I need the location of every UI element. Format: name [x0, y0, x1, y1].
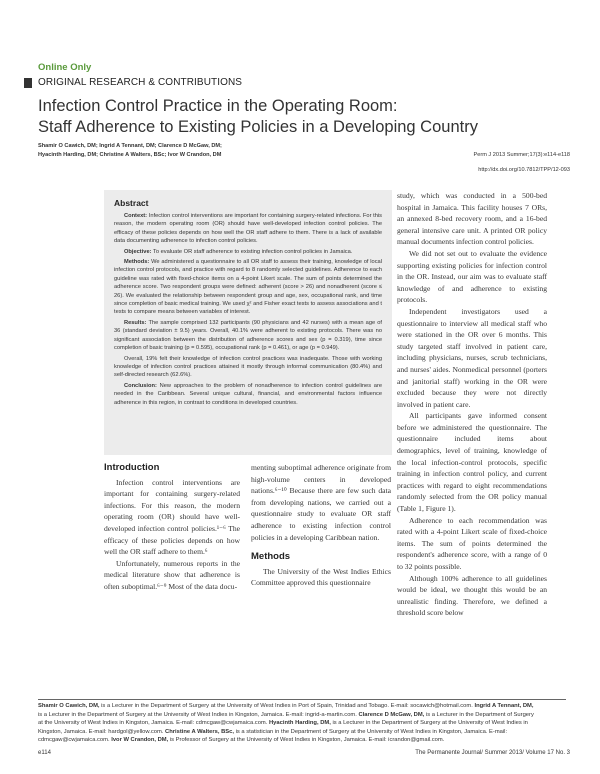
methods-head: Methods:	[124, 259, 150, 266]
abstract-objective	[114, 248, 382, 256]
right-paragraph-1: study, which was conducted in a 500-bed hospital in Jamaica. This facility houses 7 ORs, an annexed 8-bed recovery room, and a 16-bed general intensive care unit. A printed OR policy manual documents infection control policies.	[397, 191, 547, 247]
abstract-results	[114, 319, 382, 353]
right-paragraph-4: All participants gave informed consent before we administered the questionnaire. The questionnaire included items about demographics, level of training, knowledge of the local infection-control protocols, specific training in infection control policy, and current practices with regard to eight recommendations randomly selected from the OR policy manual (Table 1, Figure 1).	[397, 411, 547, 514]
context-head: Context:	[124, 213, 148, 219]
mid-paragraph-1: menting suboptimal adherence originate from high-volume centers in developed nations.⁶⁻¹⁰ Because there are few such data from developing nations, we carried out a questionnaire study to evaluate OR staff adherence to existing infection control policies in a developing Caribbean nation.	[251, 463, 391, 542]
page-number: e114	[38, 750, 51, 756]
footnote-divider	[38, 699, 566, 700]
doi-link[interactable]: http://dx.doi.org/10.7812/TPP/12-093	[478, 167, 570, 173]
fn-author-2: Ingrid A Tennant, DM,	[474, 703, 534, 709]
results-text: The sample comprised 132 participants (90 physicians and 42 nurses) with a mean age of 36 (standard deviation ± 9.5) years. Overall, 40.1% were adherent to existing protocols. There was no significant association between the distribution of adherence scores and sex (p = 0.319), time since completion of basic training (p = 0.595), occupational rank (p = 0.461), or age (p = 0.949).	[114, 319, 383, 352]
conclusion-text: New approaches to the problem of nonadherence to infection control guidelines are needed in the Caribbean. Several unique cultural, financial, and environmental factors influence adherence in this region, in contrast to conditions in developed countries.	[114, 382, 382, 406]
right-paragraph-3: Independent investigators used a questionnaire to interview all medical staff who were stationed in the OR over 6 months. This study targeted staff involved in patient care, including physicians, nurses, scrub technicians, and nurses' aides. Nonmedical personnel (porters and janitorial staff) working in the OR were excluded because they were not directly involved in patient care.	[397, 306, 547, 409]
article-title	[38, 96, 568, 138]
right-column	[397, 190, 547, 619]
methods-heading: Methods	[251, 551, 291, 563]
fn-author-6-text: is Professor of Surgery at the University of West Indies in Kingston, Jamaica. E-mail: icrandon@gmail.com.	[168, 737, 445, 744]
abstract-context	[114, 212, 382, 246]
right-paragraph-5: Adherence to each recommendation was rated with a 4-point Likert scale of fixed-choice items. The sum of points determined the respondent's adherence score, with a range of 0 to 32 points possible.	[397, 515, 547, 571]
authors-line-1: Shamir O Cawich, DM; Ingrid A Tennant, DM; Clarence D McGaw, DM;	[38, 143, 222, 149]
abstract-title: Abstract	[114, 198, 149, 208]
abstract-conclusion	[114, 382, 382, 407]
methods-text: We administered a questionnaire to all OR staff to assess their training, knowledge of local infection control protocols, and practice with regard to 8 randomly selected guidelines. Adherence to each guideline was rated with fixed-choice items on a 4-point Likert scale. The sum of points determined the adherence score. Two respondent groups were defined: adherent (score > 26) and nonadherent (score ≤ 26). We evaluated the relationship between respondent group and age, sex, occupational rank, and time since completion of basic medical training. We used χ² and Fisher exact tests to assess associations and t tests to compare means between variables of interest.	[114, 259, 382, 316]
fn-author-6: Ivor W Crandon, DM,	[111, 737, 169, 744]
fn-author-1: Shamir O Cawich, DM,	[38, 703, 100, 709]
author-list	[38, 142, 338, 160]
left-column	[104, 462, 240, 593]
objective-text: To evaluate OR staff adherence to existing infection control policies in Jamaica.	[152, 248, 353, 255]
authors-line-2: Hyacinth Harding, DM; Christine A Walters, BSc; Ivor W Crandon, DM	[38, 152, 222, 158]
section-label: ORIGINAL RESEARCH & CONTRIBUTIONS	[38, 77, 243, 88]
fn-author-3-text: is a Lecturer in the Department of Surgery at the University of West Indies in Kingston, Jamaica. E-mail: cdmcgaw@cwjamaica.com.	[38, 711, 534, 727]
fn-author-5: Christine A Walters, BSc,	[165, 728, 234, 735]
abstract-box	[104, 190, 392, 455]
author-footnote	[38, 702, 538, 745]
methods-paragraph-1: The University of the West Indies Ethics Committee approved this questionnaire	[251, 566, 391, 588]
context-text: Infection control interventions are important for containing surgery-related infections. For this reason, the modern operating room (OR) should have well-developed infection control policies. The efficacy of these policies depends on how well the OR staff adhere to them. There is a lack of available data documenting adherence to infection control policies.	[114, 213, 382, 245]
conclusion-head: Conclusion:	[124, 382, 157, 389]
intro-paragraph-2: Unfortunately, numerous reports in the medical literature show that adherence is often suboptimal.⁶⁻⁹ Most of the data docu-	[104, 558, 240, 591]
right-paragraph-6: Although 100% adherence to all guidelines would be ideal, we thought this would be an unrealistic finding. Therefore, we defined a threshold score below	[397, 573, 547, 618]
title-line-2: Staff Adherence to Existing Policies in a Developing Country	[38, 118, 478, 136]
fn-author-4-text: is a Lecturer in the Department of Surgery at the University of West Indies in Kingston, Jamaica. E-mail: hardgol@yellow.com.	[38, 720, 528, 735]
intro-paragraph-1: Infection control interventions are important for containing surgery-related infections. For this reason, the modern operating room (OR) should have well-developed infection control policies.¹⁻⁶ The efficacy of these policies depends on how well the OR staff adhere to them.⁶	[104, 477, 240, 557]
section-marker	[24, 78, 32, 88]
right-paragraph-2: We did not set out to evaluate the evidence supporting existing policies for infection control in the OR. Instead, our aim was to evaluate staff knowledge of and adherence to existing protocols.	[397, 248, 547, 305]
abstract-methods	[114, 258, 382, 317]
fn-author-1-text: is a Lecturer in the Department of Surgery at the University of West Indies in Port of Spain, Trinidad and Tobago. E-mail: socawich@hotmail.com.	[99, 703, 475, 709]
abstract-results-2: Overall, 19% felt their knowledge of infection control practices was inadequate. Those with working knowledge of infection control practices attained it mostly through informal communication (80.4%) and self-directed research (62.6%).	[114, 355, 382, 379]
introduction-heading: Introduction	[104, 462, 160, 473]
fn-author-5-text: is a statistician in the Department of Surgery at the University of West Indies in Kingston, Jamaica. E-mail: cdmcgaw@cwjamaica.com.	[38, 728, 508, 744]
online-only-label: Online Only	[38, 62, 92, 73]
journal-citation: Perm J 2013 Summer;17(3):e114-e118	[473, 152, 570, 158]
footer-journal: The Permanente Journal/ Summer 2013/ Volume 17 No. 3	[415, 750, 570, 756]
fn-author-4: Hyacinth Harding, DM,	[268, 720, 331, 727]
objective-head: Objective:	[124, 248, 152, 255]
fn-author-2-text: is a Lecturer in the Department of Surgery at the University of West Indies in Kingston, Jamaica. E-mail: ingrid-a-martin.com.	[38, 711, 359, 718]
middle-column	[251, 462, 391, 589]
fn-author-3: Clarence D McGaw, DM,	[358, 711, 425, 718]
title-line-1: Infection Control Practice in the Operating Room:	[38, 97, 398, 115]
results-head: Results:	[124, 319, 147, 326]
